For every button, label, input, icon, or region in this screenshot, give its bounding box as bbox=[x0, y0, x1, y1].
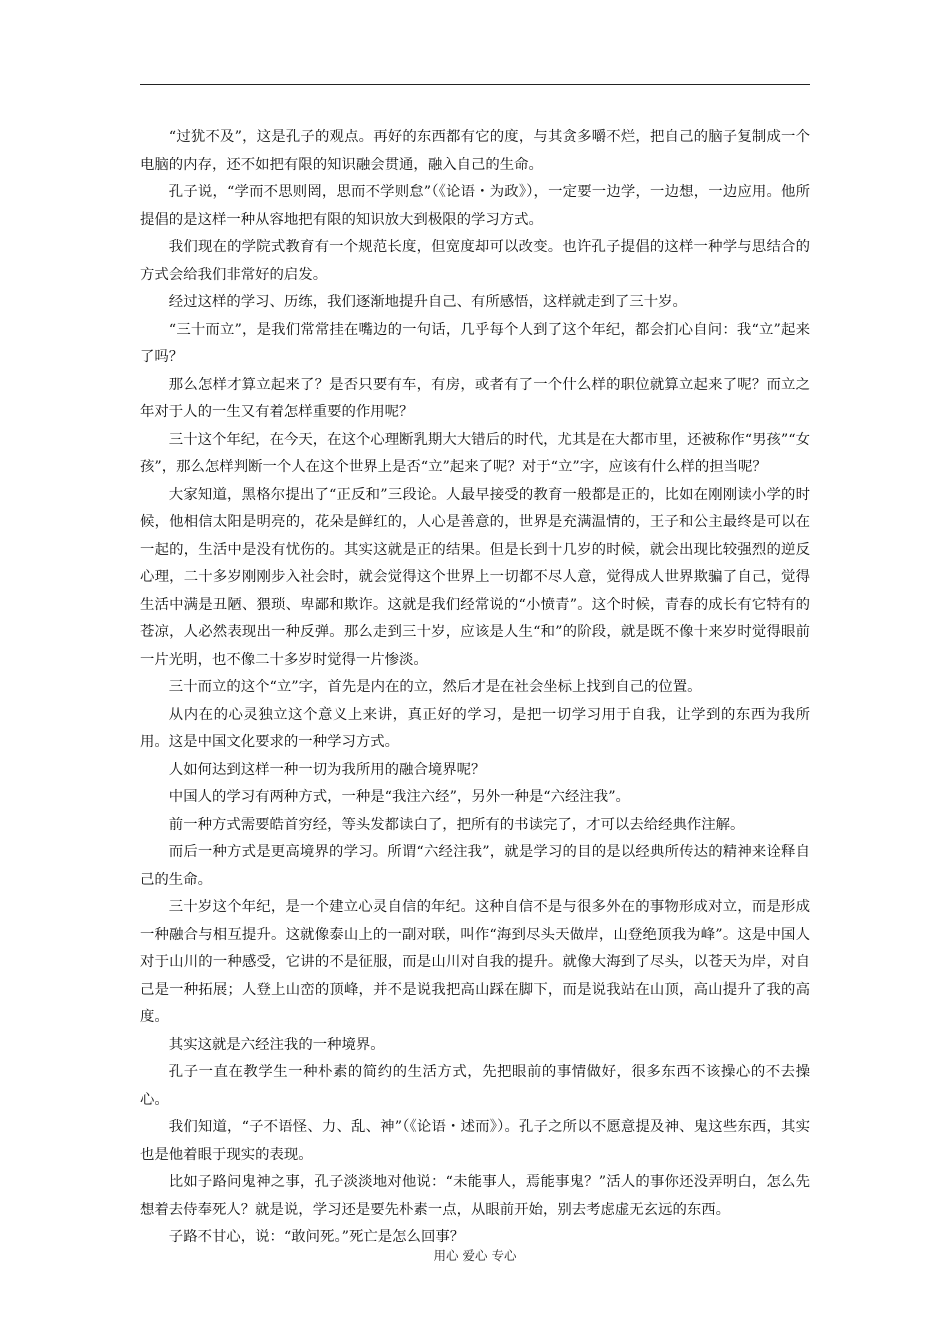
body-paragraph: 三十这个年纪，在今天，在这个心理断乳期大大错后的时代，尤其是在大都市里，还被称作“男孩”“女孩”，那么怎样判断一个人在这个世界上是否“立”起来了呢？对于“立”字，应该有什么样的担当呢？ bbox=[140, 431, 810, 475]
body-paragraph: 而后一种方式是更高境界的学习。所谓“六经注我”，就是学习的目的是以经典所传达的精神来诠释自己的生命。 bbox=[140, 844, 810, 888]
body-paragraph: 人如何达到这样一种一切为我所用的融合境界呢？ bbox=[168, 761, 486, 778]
body-paragraph: 孔子一直在教学生一种朴素的简约的生活方式，先把眼前的事情做好，很多东西不该操心的不去操心。 bbox=[140, 1064, 810, 1108]
body-paragraph: 那么怎样才算立起来了？是否只要有车，有房，或者有了一个什么样的职位就算立起来了呢？而立之年对于人的一生又有着怎样重要的作用呢？ bbox=[140, 376, 810, 420]
body-paragraph: 我们现在的学院式教育有一个规范长度，但宽度却可以改变。也许孔子提倡的这样一种学与思结合的方式会给我们非常好的启发。 bbox=[140, 239, 810, 283]
body-paragraph: 我们知道，“子不语怪、力、乱、神”（《论语・述而》）。孔子之所以不愿意提及神、鬼这些东西，其实也是他着眼于现实的表现。 bbox=[140, 1119, 810, 1163]
body-paragraph: 比如子路问鬼神之事，孔子淡淡地对他说：“未能事人，焉能事鬼？”活人的事你还没弄明白，怎么先想着去侍奉死人？就是说，学习还是要先朴素一点，从眼前开始，别去考虑虚无玄远的东西。 bbox=[140, 1174, 810, 1218]
body-paragraph: 从内在的心灵独立这个意义上来讲，真正好的学习，是把一切学习用于自我，让学到的东西为我所用。这是中国文化要求的一种学习方式。 bbox=[140, 706, 810, 750]
body-paragraph: 其实这就是六经注我的一种境界。 bbox=[168, 1036, 385, 1053]
document-body bbox=[140, 124, 810, 1252]
body-paragraph: 前一种方式需要皓首穷经，等头发都读白了，把所有的书读完了，才可以去给经典作注解。 bbox=[168, 816, 745, 833]
body-paragraph: 孔子说，“学而不思则罔，思而不学则怠”（《论语・为政》），一定要一边学，一边想，一边应用。他所提倡的是这样一种从容地把有限的知识放大到极限的学习方式。 bbox=[140, 184, 810, 228]
body-paragraph: 三十岁这个年纪，是一个建立心灵自信的年纪。这种自信不是与很多外在的事物形成对立，而是形成一种融合与相互提升。这就像泰山上的一副对联，叫作“海到尽头天做岸，山登绝顶我为峰”。这是中国人对于山川的一种感受，它讲的不是征服，而是山川对自我的提升。就像大海到了尽头，以苍天为岸，对自己是一种拓展；人登上山峦的顶峰，并不是说我把高山踩在脚下，而是说我站在山顶，高山提升了我的高度。 bbox=[140, 899, 810, 1025]
page-footer: 用心 爱心 专心 bbox=[433, 1248, 517, 1263]
body-paragraph: “三十而立”，是我们常常挂在嘴边的一句话，几乎每个人到了这个年纪，都会扪心自问：我“立”起来了吗？ bbox=[140, 321, 810, 365]
body-paragraph: 三十而立的这个“立”字，首先是内在的立，然后才是在社会坐标上找到自己的位置。 bbox=[168, 679, 702, 695]
header-rule bbox=[140, 84, 810, 85]
body-paragraph: 经过这样的学习、历练，我们逐渐地提升自己、有所感悟，这样就走到了三十岁。 bbox=[168, 294, 687, 310]
body-paragraph: 中国人的学习有两种方式，一种是“我注六经”，另外一种是“六经注我”。 bbox=[168, 789, 630, 805]
body-paragraph: 子路不甘心，说：“敢问死。”死亡是怎么回事？ bbox=[168, 1229, 465, 1245]
body-paragraph: 大家知道，黑格尔提出了“正反和”三段论。人最早接受的教育一般都是正的，比如在刚刚读小学的时候，他相信太阳是明亮的，花朵是鲜红的，人心是善意的，世界是充满温情的，王子和公主最终是可以在一起的，生活中是没有忧伤的。其实这就是正的结果。但是长到十几岁的时候，就会出现比较强烈的逆反心理，二十多岁刚刚步入社会时，就会觉得这个世界上一切都不尽人意，觉得成人世界欺骗了自己，觉得生活中满是丑陋、猥琐、卑鄙和欺诈。这就是我们经常说的“小愤青”。这个时候，青春的成长有它特有的苍凉，人必然表现出一种反弹。那么走到三十岁，应该是人生“和”的阶段，就是既不像十来岁时觉得眼前一片光明，也不像二十多岁时觉得一片惨淡。 bbox=[140, 486, 810, 668]
body-paragraph: “过犹不及”，这是孔子的观点。再好的东西都有它的度，与其贪多嚼不烂，把自己的脑子复制成一个电脑的内存，还不如把有限的知识融会贯通，融入自己的生命。 bbox=[140, 129, 810, 173]
